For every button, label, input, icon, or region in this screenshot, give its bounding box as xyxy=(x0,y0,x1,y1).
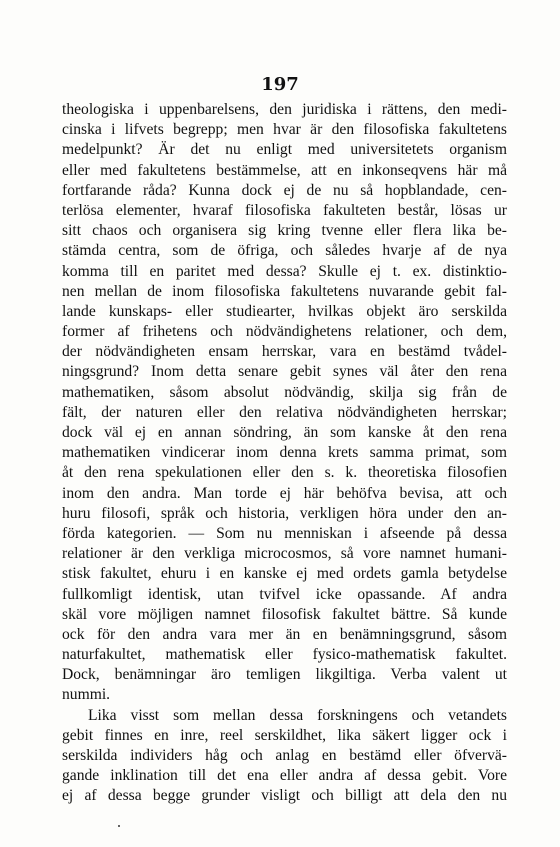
text-line: ej af dessa begge grunder visligt och billigt att dela den nu xyxy=(62,787,507,805)
text-line: nen mellan de inom filosofiska fakultetens nuvarande gebit fal- xyxy=(62,282,507,300)
text-line: dock väl ej en annan söndring, än som kanske åt den rena xyxy=(62,424,507,441)
text-line: fullkomligt identisk, utan tvifvel icke opassande. Af andra xyxy=(62,585,507,603)
text-line: åt den rena spekulationen eller den s. k. theoretiska filosofien xyxy=(62,464,507,482)
text-line: fortfarande råda? Kunna dock ej de nu så hopblandade, cen- xyxy=(62,181,507,199)
text-line: relationer är den verkliga microcosmos, så vore namnet humani- xyxy=(62,545,507,563)
text-line: sitt chaos och organisera sig kring tvenne eller flera lika be- xyxy=(62,222,507,240)
text-line: huru filosofi, språk och historia, verkligen höra under den an- xyxy=(62,504,507,522)
text-line: theologiska i uppenbarelsens, den juridiska i rättens, den medi- xyxy=(62,101,507,118)
text-line: former af frihetens och nödvändighetens relationer, och dem, xyxy=(62,323,507,341)
text-line: der nödvändigheten ensam herrskar, vara en bestämd tvådel- xyxy=(62,343,507,361)
page-number: 197 xyxy=(261,74,299,95)
text-line: naturfakultet, mathematisk eller fysico-mathematisk fakultet. xyxy=(62,646,507,664)
text-line: terlösa elementer, hvaraf filosofiska fakulteten består, lösas ur xyxy=(62,201,507,219)
text-line: gande inklination till det ena eller andra af dessa gebit. Vore xyxy=(62,767,507,785)
text-line: medelpunkt? Är det nu enligt med universitetets organism xyxy=(62,141,507,159)
text-line: förda kategorien. — Som nu menniskan i afseende på dessa xyxy=(62,524,507,542)
text-line: komma till en paritet med dessa? Skulle ej t. ex. distinktio- xyxy=(62,262,507,280)
text-line: ock för den andra vara mer än en benämningsgrund, såsom xyxy=(62,625,507,643)
text-line: gebit finnes en inre, reel serskildhet, lika säkert ligger ock i xyxy=(62,726,507,744)
text-line: ningsgrund? Inom detta senare gebit synes väl åter den rena xyxy=(62,363,507,381)
text-line: stämda centra, som de öfriga, och således hvarje af de nya xyxy=(62,242,507,260)
page-body-text xyxy=(62,100,507,807)
text-line: mathematiken vindicerar inom denna krets samma primat, som xyxy=(62,444,507,462)
text-line: stisk fakultet, ehuru i en kanske ej med ordets gamla betydelse xyxy=(62,565,507,583)
text-line: eller med fakultetens bestämmelse, att en inkonseqvens här må xyxy=(62,161,507,179)
text-line: Lika visst som mellan dessa forskningens och vetandets xyxy=(88,706,507,724)
text-line: nummi. xyxy=(62,686,111,704)
text-line: mathematiken, såsom absolut nödvändig, skilja sig från de xyxy=(62,383,507,401)
text-line: fält, der naturen eller den relativa nödvändigheten herrskar; xyxy=(62,403,507,421)
page-speck xyxy=(118,825,120,827)
text-line: Dock, benämningar äro temligen likgiltiga. Verba valent ut xyxy=(62,666,507,684)
text-line: serskilda individers håg och anlag en bestämd eller öfvervä- xyxy=(62,747,507,764)
text-line: inom den andra. Man torde ej här behöfva bevisa, att och xyxy=(62,484,507,502)
text-line: lande kunskaps- eller studiearter, hvilkas objekt äro serskilda xyxy=(62,302,507,320)
text-line: cinska i lifvets begrepp; men hvar är den filosofiska fakultetens xyxy=(62,121,507,139)
text-line: skäl vore möjligen namnet filosofisk fakultet bättre. Så kunde xyxy=(62,605,507,623)
